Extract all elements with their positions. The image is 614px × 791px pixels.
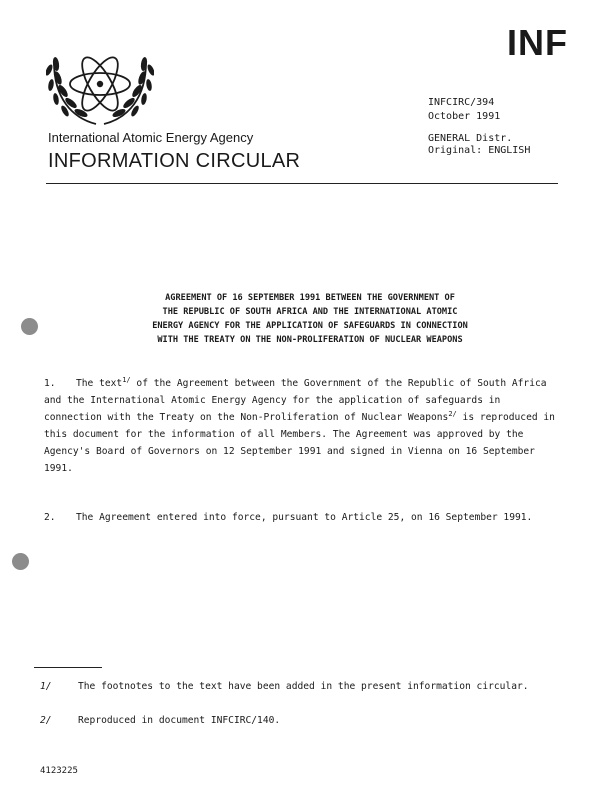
- distribution-level: GENERAL Distr.: [428, 133, 513, 144]
- footnote-text: Reproduced in document INFCIRC/140.: [78, 715, 281, 726]
- paragraph-number: 1.: [44, 378, 56, 389]
- paragraph-number: 2.: [44, 512, 56, 523]
- agency-name: International Atomic Energy Agency: [48, 130, 254, 145]
- footnote-2: [40, 715, 550, 727]
- document-number: INFCIRC/394: [428, 97, 495, 108]
- footnote-text: The footnotes to the text have been added in the present information circular.: [78, 681, 529, 692]
- footnote-1: [40, 681, 550, 693]
- paragraph-text: The text: [76, 378, 123, 389]
- publication-type: INFORMATION CIRCULAR: [48, 150, 301, 172]
- paragraph-2: [44, 509, 560, 526]
- title-line: ENERGY AGENCY FOR THE APPLICATION OF SAFEGUARDS IN CONNECTION: [152, 321, 468, 331]
- paragraph-text: The Agreement entered into force, pursuant to Article 25, on 16 September 1991.: [76, 512, 533, 523]
- distribution-info: [428, 133, 530, 157]
- paragraph-text: of the Agreement between the Government of the Republic of South Africa and the International Atomic Energy Agency for the application of safeguards in connection with the Treaty on the Non-Proliferation of Nuclear Weapons: [44, 378, 547, 423]
- footnote-ref: 1/: [122, 376, 131, 384]
- footnote-mark: 2/: [40, 715, 52, 726]
- original-language: Original: ENGLISH: [428, 145, 531, 156]
- document-title: [60, 291, 560, 347]
- footnote-divider: [34, 667, 102, 668]
- title-line: WITH THE TREATY ON THE NON-PROLIFERATION OF NUCLEAR WEAPONS: [157, 335, 463, 345]
- iaea-atom-laurel-icon: [46, 40, 154, 130]
- series-mark: INF: [507, 22, 568, 63]
- paragraph-1: [44, 375, 560, 477]
- punch-hole: [21, 318, 38, 335]
- title-line: THE REPUBLIC OF SOUTH AFRICA AND THE INTERNATIONAL ATOMIC: [162, 307, 458, 317]
- document-info: [428, 96, 500, 124]
- footnote-ref: 2/: [448, 410, 457, 418]
- title-line: AGREEMENT OF 16 SEPTEMBER 1991 BETWEEN THE GOVERNMENT OF: [165, 293, 455, 303]
- header-divider: [46, 183, 558, 184]
- paragraph-text: is reproduced in this document for the information of all Members. The Agreement was approved by the Agency's Board of Governors on 12 September 1991 and signed in Vienna on 16 September 1991.: [44, 412, 555, 474]
- document-date: October 1991: [428, 111, 501, 122]
- footnote-mark: 1/: [40, 681, 52, 692]
- document-code: 4123225: [40, 766, 78, 776]
- punch-hole: [12, 553, 29, 570]
